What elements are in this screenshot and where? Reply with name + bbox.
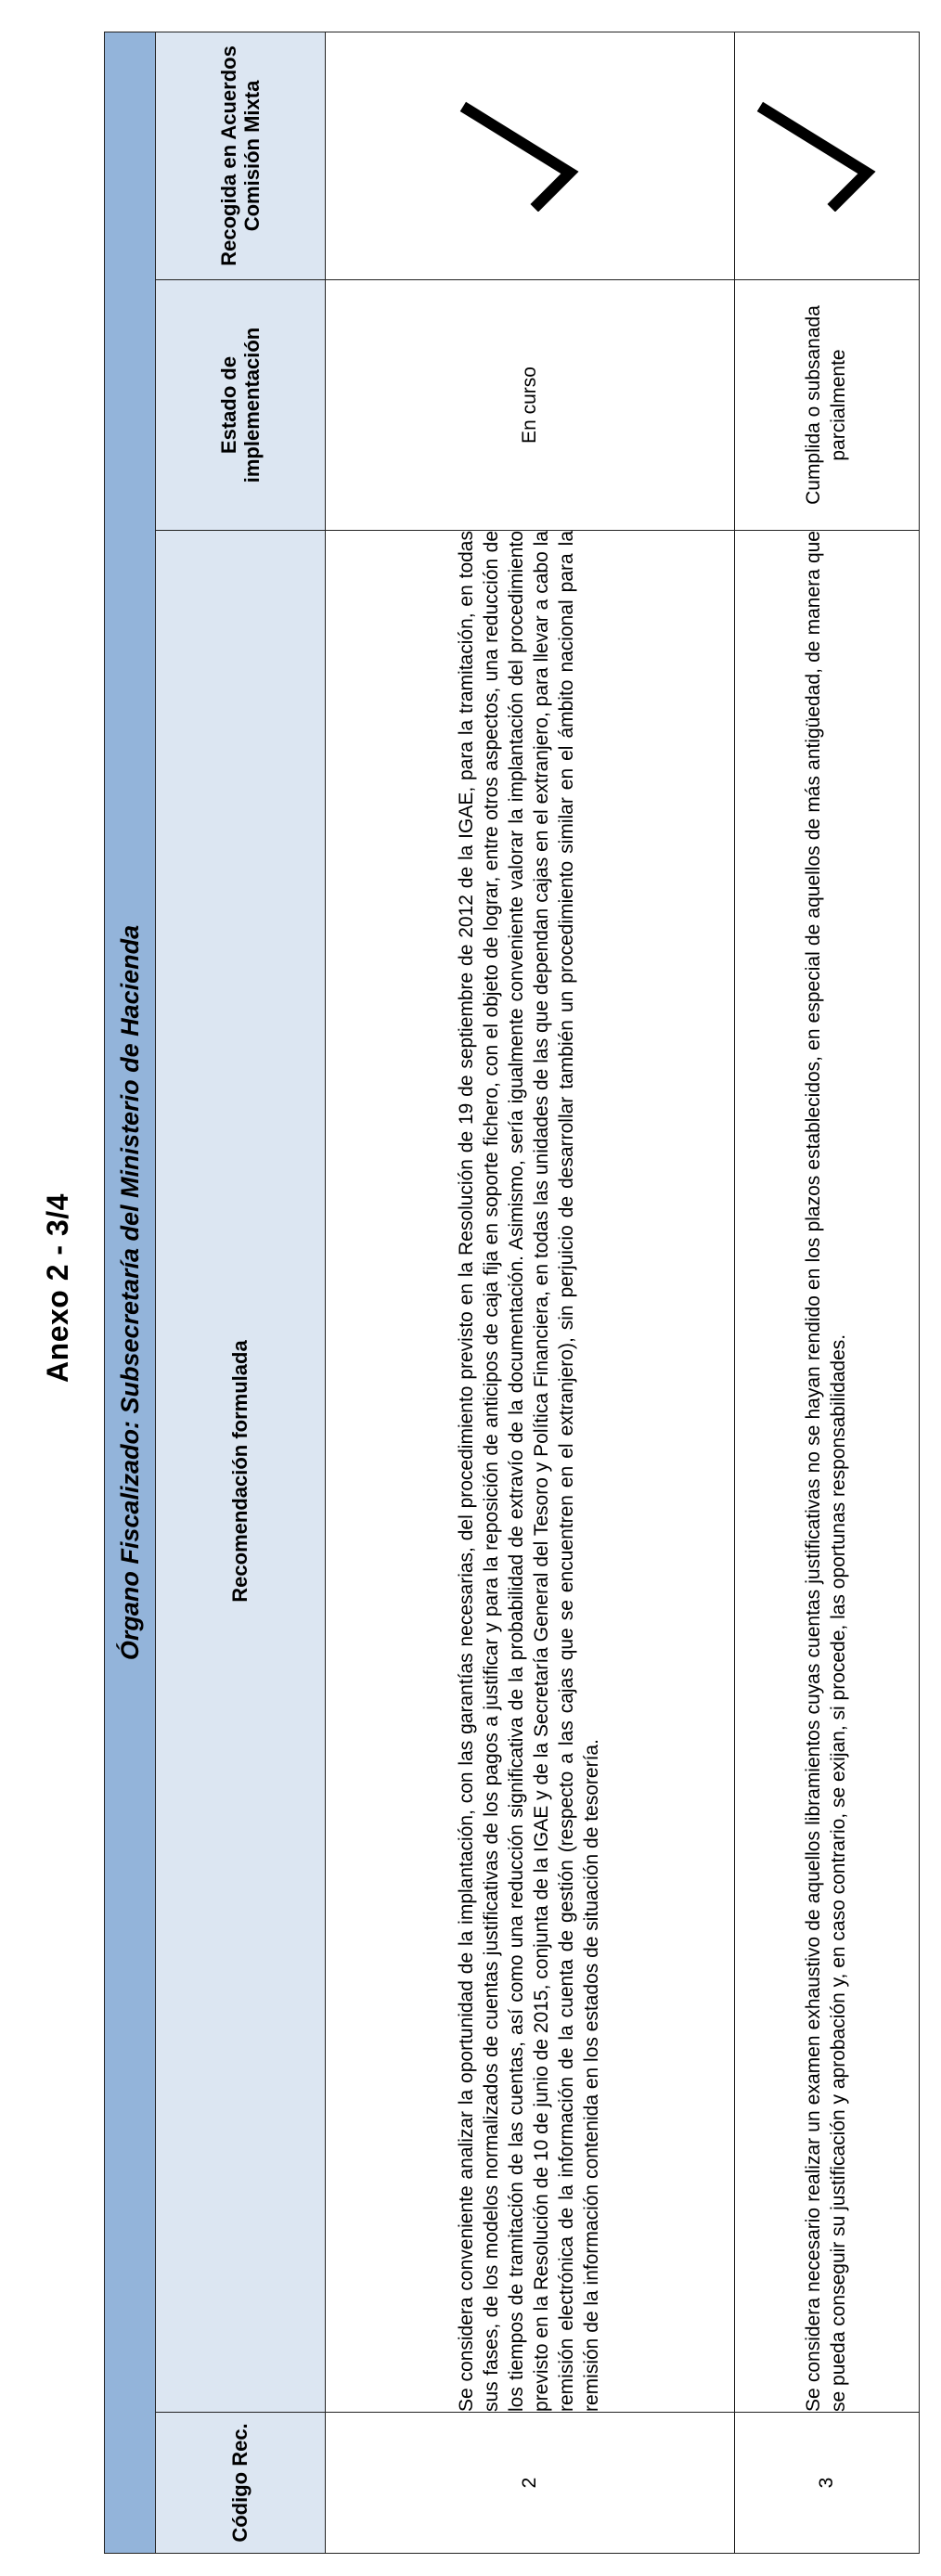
checkmark-icon [754,100,900,212]
row-status: Cumplida o subsanada parcialmente [735,280,920,531]
column-header-code: Código Rec. [156,2413,326,2554]
row-agreements [326,32,735,279]
table-row [735,32,920,2553]
row-agreements [735,32,920,279]
row-recommendation: Se considera conveniente analizar la oportunidad de la implantación, con las garantías necesarias, del procedimiento previsto en la Resolución de 19 de septiembre de 2012 de la IGAE, para la tramitación, en todas sus fases, de los modelos normalizados de cuentas justificativas de los pagos a justificar y para la reposición de anticipos de caja fija en soporte fichero, con el objeto de lograr, entre otros aspectos, una reducción de los tiempos de tramitación de las cuentas, así como una reducción significativa de la probabilidad de extravío de la documentación. Asimismo, sería igualmente conveniente valorar la implantación del procedimiento previsto en la Resolución de 10 de junio de 2015, conjunta de la IGAE y de la Secretaría General del Tesoro y Política Financiera, en todas las unidades de las que dependan cajas en el extranjero, para llevar a cabo la remisión electrónica de la información de la cuenta de gestión (respecto a las cajas que se encuentren en el extranjero), sin perjuicio de desarrollar también un procedimiento similar en el ámbito nacional para la remisión de la información contenida en los estados de situación de tesorería. [326,531,735,2413]
page-title: Anexo 2 - 3/4 [41,1193,74,1383]
row-code: 3 [735,2413,920,2554]
column-header-status: Estado de implementación [156,280,326,531]
recommendations-table [104,32,920,2554]
column-header-agreements: Recogida en Acuerdos Comisión Mixta [156,32,326,279]
organ-header: Órgano Fiscalizado: Subsecretaría del Ministerio de Hacienda [105,32,156,2553]
row-code: 2 [326,2413,735,2554]
column-header-row [156,32,326,2553]
table-row [326,32,735,2553]
organ-header-row [105,32,156,2553]
column-header-recommendation: Recomendación formulada [156,531,326,2413]
row-status: En curso [326,280,735,531]
checkmark-icon [457,100,603,212]
row-recommendation: Se considera necesario realizar un examen exhaustivo de aquellos libramientos cuyas cuentas justificativas no se hayan rendido en los plazos establecidos, en especial de aquellos de más antigüedad, de manera que se pueda conseguir su justificación y aprobación y, en caso contrario, se exijan, si procede, las oportunas responsabilidades. [735,531,920,2413]
